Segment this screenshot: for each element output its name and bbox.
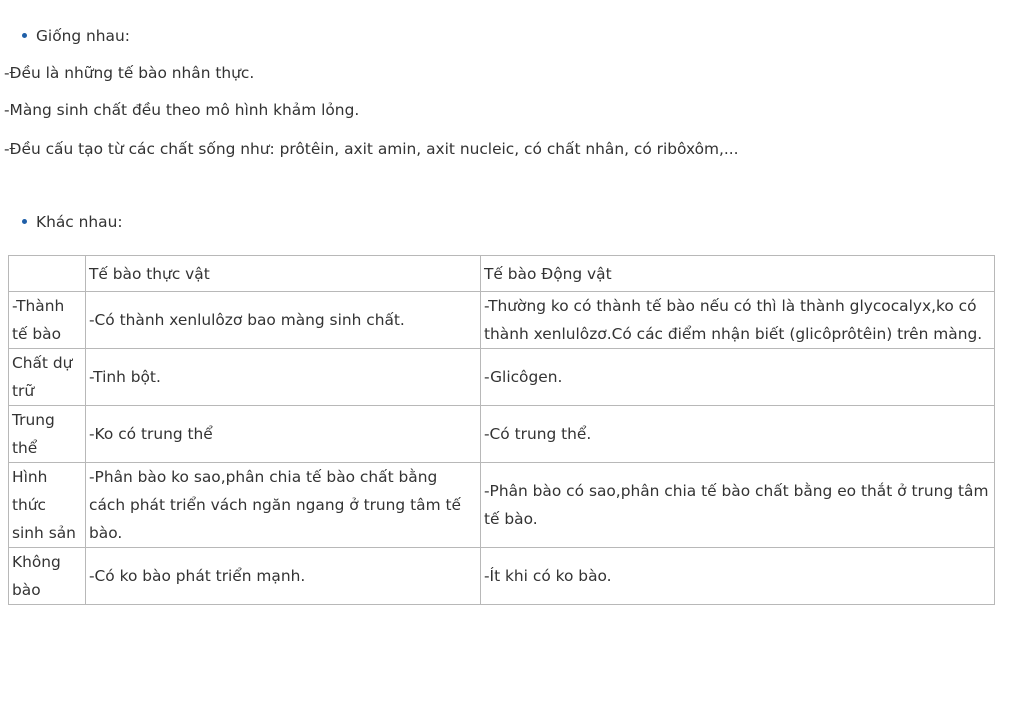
plant-cell: -Có thành xenlulôzơ bao màng sinh chất.: [86, 292, 481, 349]
header-cell: Tế bào thực vật: [86, 256, 481, 292]
table-row: [9, 548, 995, 605]
row-label: Không bào: [9, 548, 86, 605]
row-label: Chất dự trữ: [9, 349, 86, 406]
animal-cell: -Thường ko có thành tế bào nếu có thì là thành glycocalyx,ko có thành xenlulôzơ.Có các điểm nhận biết (glicôprôtêin) trên màng.: [481, 292, 995, 349]
comparison-table: [8, 255, 995, 605]
bullet-icon: [22, 33, 27, 38]
header-cell: Tế bào Động vật: [481, 256, 995, 292]
table-row: [9, 349, 995, 406]
animal-cell: -Glicôgen.: [481, 349, 995, 406]
bullet-icon: [22, 219, 27, 224]
similarity-point: -Đều là những tế bào nhân thực.: [4, 64, 255, 82]
table-row: [9, 292, 995, 349]
table-header-row: [9, 256, 995, 292]
row-label: -Thành tế bào: [9, 292, 86, 349]
plant-cell: -Phân bào ko sao,phân chia tế bào chất bằng cách phát triển vách ngăn ngang ở trung tâm tế bào.: [86, 463, 481, 548]
animal-cell: -Ít khi có ko bào.: [481, 548, 995, 605]
plant-cell: -Tinh bột.: [86, 349, 481, 406]
similarity-point: -Đều cấu tạo từ các chất sống như: prôtêin, axit amin, axit nucleic, có chất nhân, có ribôxôm,...: [4, 140, 739, 158]
plant-cell: -Có ko bào phát triển mạnh.: [86, 548, 481, 605]
similarity-point: -Màng sinh chất đều theo mô hình khảm lỏng.: [4, 101, 360, 119]
animal-cell: -Phân bào có sao,phân chia tế bào chất bằng eo thắt ở trung tâm tế bào.: [481, 463, 995, 548]
row-label: Trung thể: [9, 406, 86, 463]
table-row: [9, 406, 995, 463]
plant-cell: -Ko có trung thể: [86, 406, 481, 463]
table-row: [9, 463, 995, 548]
header-cell: [9, 256, 86, 292]
differences-heading: Khác nhau:: [22, 212, 123, 232]
row-label: Hình thức sinh sản: [9, 463, 86, 548]
similarities-heading: Giống nhau:: [22, 26, 130, 46]
animal-cell: -Có trung thể.: [481, 406, 995, 463]
